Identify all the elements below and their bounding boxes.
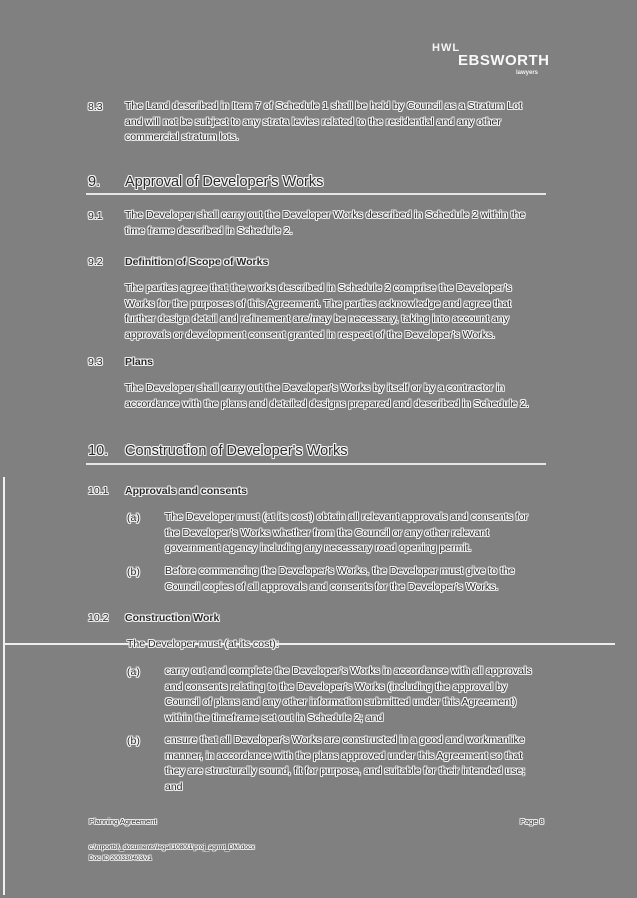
- item-label-10-1-a: (a): [127, 512, 140, 524]
- text-line: government agency including any necessary road opening permit.: [165, 542, 472, 554]
- text-line: commercial stratum lots.: [125, 131, 239, 143]
- text-line: manner, in accordance with the plans approved under this Agreement so that: [165, 749, 523, 762]
- text-line: The Developer shall carry out the Developer's Works by itself or by a contractor in: [125, 382, 505, 394]
- section-number-9: 9.: [88, 174, 101, 190]
- firm-logo: [432, 42, 550, 80]
- item-10-1-a-text: [165, 510, 528, 557]
- text-line: The Developer must (at its cost) obtain all relevant approvals and consents for: [165, 511, 529, 523]
- clause-heading-10-1: Approvals and consents: [125, 485, 247, 497]
- footer-document-title: Planning Agreement: [89, 817, 157, 826]
- clause-8-3-text: [125, 99, 522, 146]
- clause-number-10-2: 10.2: [88, 612, 109, 624]
- section-title-10: Construction of Developer's Works: [125, 443, 348, 459]
- text-line: time frame described in Schedule 2.: [125, 224, 293, 237]
- clause-number-10-1: 10.1: [88, 485, 109, 497]
- logo-ebsworth: EBSWORTH: [458, 52, 550, 69]
- text-line: The Developer shall carry out the Developer Works described in Schedule 2 within the: [125, 209, 526, 221]
- clause-heading-10-2: Construction Work: [125, 612, 220, 624]
- item-10-1-b-text: [165, 564, 515, 595]
- footer-doc-id: Doc ID 200330403/v1: [89, 855, 152, 862]
- clause-number-8-3: 8.3: [88, 101, 103, 113]
- text-line: the Developer's Works whether from the Council or any other relevant: [165, 526, 489, 539]
- text-line: and will not be subject to any strata levies related to the residential and any other: [125, 115, 501, 128]
- item-label-10-2-b: (b): [127, 735, 140, 747]
- margin-horizontal-rule: [3, 643, 615, 645]
- logo-lawyers: lawyers: [516, 70, 539, 76]
- clause-number-9-1: 9.1: [88, 210, 103, 222]
- item-label-10-1-b: (b): [127, 566, 140, 578]
- text-line: Before commencing the Developer's Works, the Developer must give to the: [165, 565, 515, 577]
- text-line: The parties agree that the works described in Schedule 2 comprise the Developer's: [125, 282, 512, 294]
- clause-number-9-2: 9.2: [88, 256, 103, 268]
- margin-change-bar: [3, 477, 5, 895]
- item-10-2-b-text: [165, 733, 525, 795]
- clause-heading-9-2: Definition of Scope of Works: [125, 256, 269, 268]
- section-rule-9: [86, 193, 546, 195]
- item-label-10-2-a: (a): [127, 666, 140, 678]
- text-line: Works for the purposes of this Agreement. The parties acknowledge and agree that: [125, 297, 512, 310]
- text-line: further design detail and refinement are/may be necessary, taking into account any: [125, 313, 509, 325]
- clause-10-2-intro: The Developer must (at its cost):: [127, 638, 279, 650]
- clause-heading-9-3: Plans: [125, 356, 154, 368]
- section-rule-10: [86, 463, 546, 465]
- logo-hwl: HWL: [432, 42, 461, 54]
- text-line: within the timeframe set out in Schedule 2; and: [165, 711, 384, 724]
- footer-file-path: c:\nrportbl\_documents\legal\1080\1\proj_agrmt_DM.docx: [89, 844, 255, 851]
- clause-9-2-text: [125, 281, 512, 343]
- text-line: accordance with the plans and detailed designs prepared and described in Schedule 2.: [125, 397, 529, 410]
- clause-9-3-text: [125, 381, 529, 412]
- clause-number-9-3: 9.3: [88, 356, 103, 368]
- text-line: carry out and complete the Developer's Works in accordance with all approvals: [165, 665, 532, 677]
- text-line: and consents relating to the Developer's Works (including the approval by: [165, 680, 508, 693]
- text-line: they are structurally sound, fit for purpose, and suitable for their intended use;: [165, 765, 526, 777]
- text-line: Council copies of all approvals and consents for the Developer's Works.: [165, 580, 499, 593]
- text-line: approvals or development consent granted in respect of the Developer's Works.: [125, 328, 496, 341]
- text-line: Council of plans and any other information submitted under this Agreement): [165, 696, 517, 708]
- section-title-9: Approval of Developer's Works: [125, 174, 324, 190]
- text-line: and: [165, 780, 183, 793]
- text-line: The Land described in Item 7 of Schedule 1 shall be held by Council as a Stratum Lot: [125, 100, 522, 112]
- footer-page-number: Page 8: [520, 817, 544, 826]
- section-number-10: 10.: [88, 443, 109, 459]
- clause-9-1-text: [125, 208, 525, 239]
- item-10-2-a-text: [165, 664, 532, 726]
- text-line: ensure that all Developer's Works are constructed in a good and workmanlike: [165, 734, 525, 746]
